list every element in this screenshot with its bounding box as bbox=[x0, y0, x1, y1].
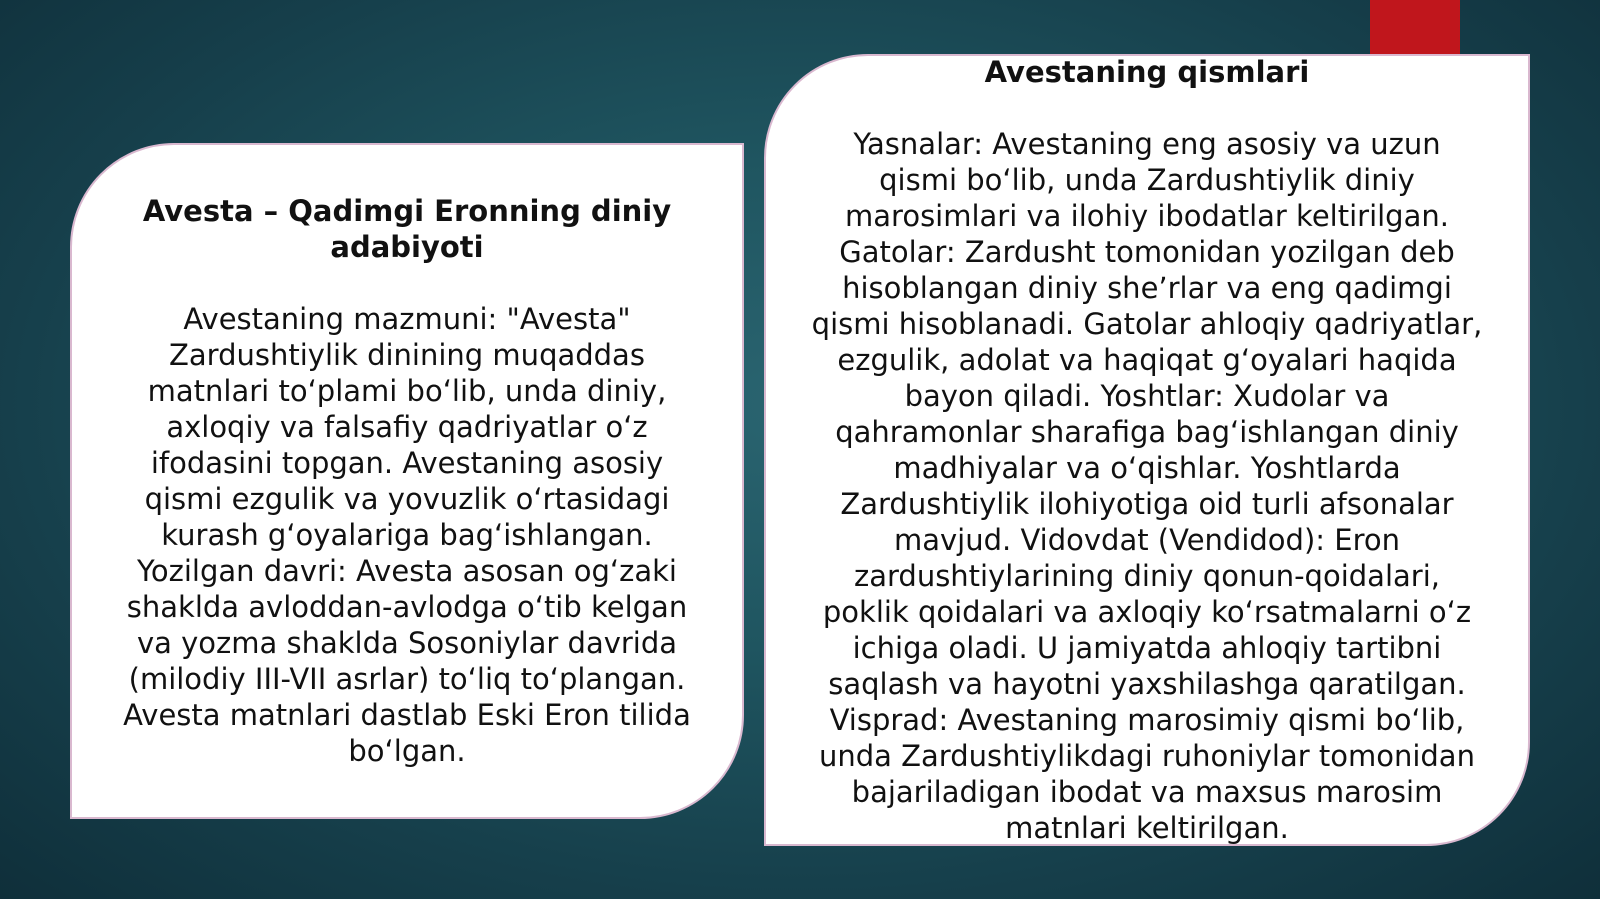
right-card-body: Yasnalar: Avestaning eng asosiy va uzun qismi bo‘lib, unda Zardushtiylik diniy marosimlari va ilohiy ibodatlar keltirilgan. Gatolar: Zardusht tomonidan yozilgan deb hisoblangan diniy she’rlar va eng qadimgi qismi hisoblanadi. Gatolar ahloqiy qadriyatlar, ezgulik, adolat va haqiqat g‘oyalari haqida bayon qiladi. Yoshtlar: Xudolar va qahramonlar sharafiga bag‘ishlangan diniy madhiyalar va o‘qishlar. Yoshtlarda Zardushtiylik ilohiyotiga oid turli afsonalar mavjud. Vidovdat (Vendidod): Eron zardushtiylarining diniy qonun-qoidalari, poklik qoidalari va axloqiy ko‘rsatmalarni o‘z ichiga oladi. U jamiyatda ahloqiy tartibni saqlash va hayotni yaxshilashga qaratilgan. bbox=[811, 127, 1483, 701]
left-card-body: Avestaning mazmuni: "Avesta" Zardushtiylik dinining muqaddas matnlari to‘plami bo‘lib, unda diniy, axloqiy va falsafiy qadriyatlar o‘z ifodasini topgan. Avestaning asosiy qismi ezgulik va yovuzlik o‘rtasidagi kurash g‘oyalariga bag‘ishlangan. Yozilgan davri: Avesta asosan og‘zaki shaklda avloddan-avlodga o‘tib kelgan va yozma shaklda Sosoniylar davrida (milodiy III-VII asrlar) to‘liq to‘plangan. Avesta matnlari dastlab Eski Eron tilida bo‘lgan. bbox=[123, 302, 691, 768]
right-card-title: Avestaning qismlari bbox=[984, 55, 1310, 89]
accent-bar bbox=[1370, 0, 1460, 56]
left-text-card bbox=[70, 143, 744, 819]
right-card-body-visprad: Visprad: Avestaning marosimiy qismi bo‘lib, unda Zardushtiylikdagi ruhoniylar tomonidan bajariladigan ibodat va maxsus marosim matnlari keltirilgan. bbox=[819, 703, 1475, 845]
right-text-card bbox=[764, 54, 1530, 846]
left-card-title: Avesta – Qadimgi Eronning diniy adabiyoti bbox=[142, 194, 672, 264]
